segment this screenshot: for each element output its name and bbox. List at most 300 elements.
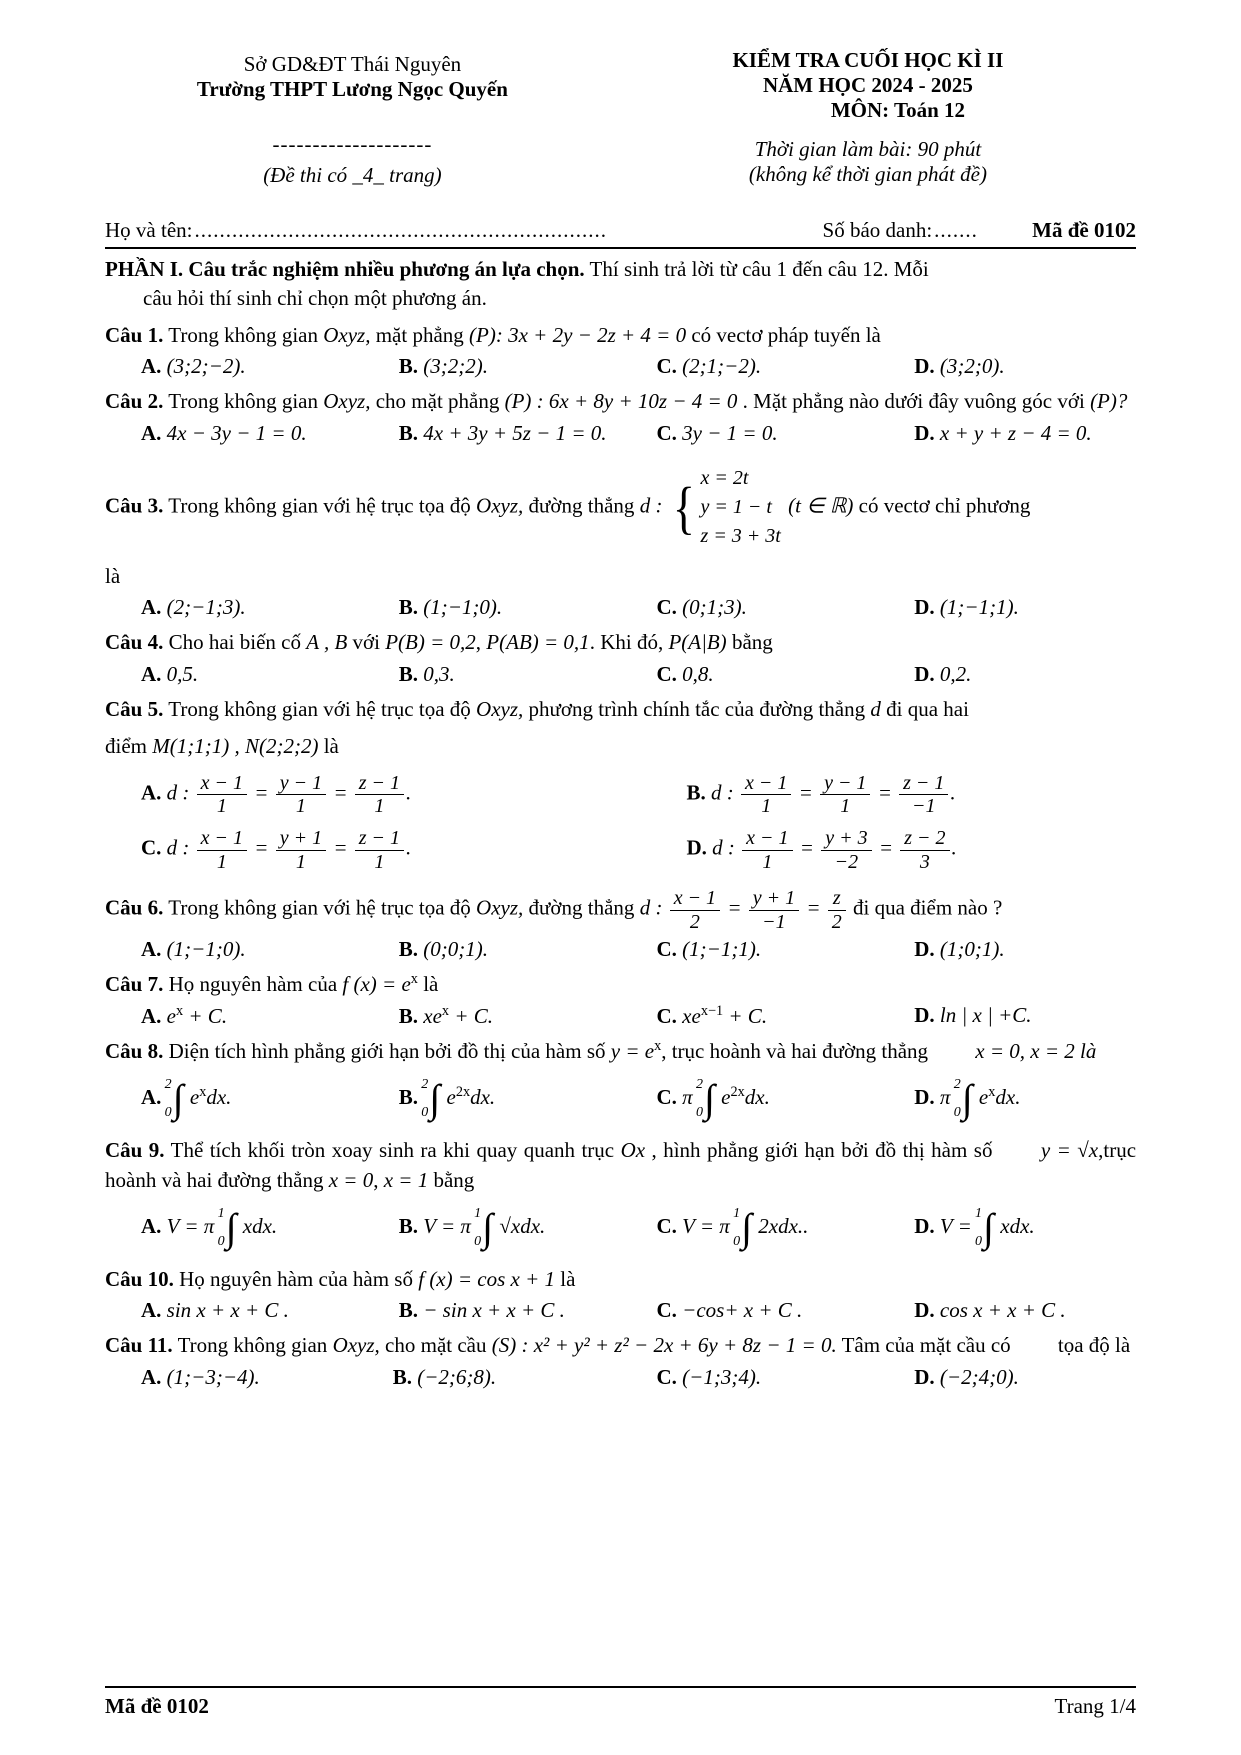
frac-num: x − 1 (200, 827, 244, 850)
option-row-item[interactable] (105, 354, 363, 379)
question-4-events: A , B (306, 630, 348, 655)
option-text: xe (682, 1004, 701, 1029)
option-text: 4x − 3y − 1 = 0. (166, 420, 307, 445)
header-divider-dashes: -------------------- (272, 132, 433, 156)
question-10-label: Câu 10. (105, 1266, 174, 1291)
option-prefix: V = π (423, 1213, 471, 1238)
option-row-item[interactable] (105, 1077, 363, 1121)
option-text: (1;−1;0). (423, 595, 503, 620)
option-text: (3;2;−2). (166, 354, 246, 379)
integrand-exponent: x (988, 1083, 996, 1100)
option-row-item[interactable] (878, 1365, 1136, 1390)
frac-den: 1 (741, 794, 791, 817)
integral-dx: dx. (206, 1084, 232, 1109)
question-8 (105, 1036, 1136, 1066)
option-text: (0;1;3). (682, 595, 747, 620)
name-dots: .................................................................. (194, 218, 607, 242)
option-letter: C. (656, 1084, 677, 1109)
integral-upper: 1 (975, 1205, 983, 1221)
question-3-stem-c: có vectơ chỉ phương (858, 493, 1031, 518)
option-text: cos x + x + C . (939, 1298, 1066, 1323)
part-1-text-2: câu hỏi thí sinh chỉ chọn một phương án. (143, 285, 487, 310)
option-text: (−2;6;8). (417, 1364, 497, 1389)
frac-num: x − 1 (746, 827, 789, 850)
option-letter: A. (141, 1364, 162, 1389)
option-row-item[interactable] (621, 421, 879, 446)
question-2-stem-b: cho mặt phẳng (375, 389, 500, 414)
option-row-item[interactable]: B. d : $\frac{x - 1}{1}$ = $\frac{y - 1}{1}$ = $\frac{z - 1}{-1}$ . (686, 771, 956, 817)
question-1-label: Câu 1. (105, 322, 164, 347)
question-11-coord: Oxyz, (332, 1333, 380, 1358)
integral-symbol: ∫ (429, 1075, 441, 1121)
question-7-options (105, 1003, 1136, 1029)
integral-symbol: ∫ (983, 1204, 995, 1250)
integrand: e (189, 1084, 200, 1109)
question-3-stem-b: đường thẳng (528, 493, 635, 518)
question-9-stem-b: , hình phẳng giới hạn bởi đồ thị hàm số (651, 1137, 993, 1162)
option-letter: C. (656, 354, 677, 379)
exam-code: Mã đề 0102 (1032, 218, 1136, 242)
frac-num: y + 3 (825, 827, 868, 850)
frac-num: z (832, 887, 841, 910)
option-row-item[interactable] (878, 421, 1136, 446)
option-letter: D. (914, 1213, 935, 1238)
option-row-item[interactable] (105, 1206, 363, 1250)
system-row-3: z = 3 + 3t (700, 524, 781, 547)
integrand: 2xdx.. (758, 1213, 809, 1238)
question-3-continued (105, 561, 1136, 591)
option-text: sin x + x + C . (166, 1298, 289, 1323)
integral (164, 1075, 184, 1121)
comma: , (373, 1168, 379, 1193)
integral-lower: 0 (474, 1233, 482, 1249)
page-footer (105, 1686, 1136, 1719)
option-row-item[interactable] (621, 354, 879, 379)
question-1-stem-a: Trong không gian (168, 322, 318, 347)
option-row-item[interactable] (878, 1077, 1136, 1121)
question-9-label: Câu 9. (105, 1137, 165, 1162)
candidate-info-line (105, 218, 1136, 249)
question-9-stem-c: ,trục hoành và hai đường thẳng (105, 1137, 1137, 1193)
option-text: 0,2. (939, 661, 972, 686)
option-text: (2;−1;3). (166, 595, 246, 620)
question-8-limits: x = 0, x = 2 là (975, 1039, 1097, 1064)
option-text: (3;2;2). (423, 354, 488, 379)
question-4-stem-c: . Khi đó, (589, 630, 664, 655)
question-6: Câu 6. Trong không gian với hệ trục tọa độ Oxyz, đường thẳng d : $\frac{x - 1}{2}$ = $\frac{y + 1}{-1}$ = $\frac{z}{2}$ đi qua điểm nào ? (105, 887, 1003, 933)
option-row-item[interactable] (363, 595, 621, 620)
option-letter: A. (141, 1084, 162, 1109)
option-row-item[interactable] (105, 1298, 363, 1323)
option-row-item[interactable]: C. d : $\frac{x - 1}{1}$ = $\frac{y + 1}{1}$ = $\frac{z - 1}{1}$ . (141, 827, 412, 873)
system-row-2: y = 1 − t (700, 495, 772, 518)
sbd-dots: ....... (934, 218, 978, 242)
question-1-stem-c: có vectơ pháp tuyến là (691, 322, 881, 347)
question-10-function: f (x) = cos x + 1 (418, 1266, 556, 1291)
option-letter: A. (141, 1004, 162, 1029)
question-9-stem-d: bằng (433, 1168, 475, 1193)
option-letter: D. (914, 354, 935, 379)
part-1-text: Thí sinh trả lời từ câu 1 đến câu 12. Mỗi (589, 257, 929, 281)
question-6-label: Câu 6. (105, 895, 164, 920)
question-11 (105, 1330, 1136, 1360)
question-9-options (105, 1206, 1136, 1250)
option-row-item[interactable] (878, 662, 1136, 687)
question-11-options (105, 1365, 1136, 1390)
option-row-item[interactable] (105, 421, 363, 446)
option-row-item[interactable] (105, 662, 363, 687)
integrand: e (446, 1084, 456, 1109)
integral-upper: 1 (733, 1205, 741, 1221)
option-row-item[interactable]: A. d : $\frac{x - 1}{1}$ = $\frac{y - 1}{1}$ = $\frac{z - 1}{1}$ . (141, 771, 412, 817)
integral (695, 1075, 715, 1121)
footer-page-number: Trang 1/4 (1054, 1694, 1136, 1718)
frac-num: y + 1 (752, 887, 796, 910)
frac-num: z − 1 (903, 771, 945, 794)
question-6-line-name: d : (639, 895, 663, 920)
question-7-exponent: x (410, 970, 418, 987)
option-letter: A. (141, 780, 162, 805)
question-11-stem-a: Trong không gian (177, 1333, 328, 1358)
option-text: − sin x + x + C . (423, 1298, 565, 1323)
integral-upper: 1 (474, 1205, 482, 1221)
department-name: Sở GD&ĐT Thái Nguyên (243, 52, 462, 76)
option-letter: B. (398, 1084, 419, 1109)
question-2 (105, 386, 1136, 416)
question-9-limit-2: x = 1 (383, 1168, 429, 1193)
integral (421, 1075, 441, 1121)
option-row-item[interactable] (878, 595, 1136, 620)
option-text: (1;−3;−4). (166, 1364, 260, 1389)
question-3-options (105, 595, 1136, 620)
option-letter: A. (141, 595, 162, 620)
question-2-options (105, 421, 1136, 446)
question-8-stem-a: Diện tích hình phẳng giới hạn bởi đồ thị của hàm số (168, 1039, 606, 1064)
option-letter: D. (914, 661, 935, 686)
frac-den: 1 (355, 850, 404, 873)
integral-dx: dx. (744, 1084, 770, 1109)
question-4-stem-b: với (352, 630, 380, 655)
option-letter: B. (398, 420, 419, 445)
option-text: 3y − 1 = 0. (682, 420, 778, 445)
option-letter: D. (914, 1364, 935, 1389)
option-text: (−2;4;0). (939, 1364, 1019, 1389)
integral-symbol: ∫ (961, 1075, 973, 1121)
integral (733, 1204, 753, 1250)
option-row-item[interactable] (363, 1298, 621, 1323)
question-6-options (105, 937, 1136, 962)
question-3-coord: Oxyz, (476, 493, 524, 518)
frac-num: z − 1 (358, 771, 401, 794)
question-7-stem-b: là (423, 971, 439, 996)
question-2-stem-d: góc với (1021, 389, 1085, 414)
option-text: −cos+ x + C . (682, 1298, 803, 1323)
part-1-title: PHẦN I. Câu trắc nghiệm nhiều phương án lựa chọn. (105, 257, 585, 281)
question-7-label: Câu 7. (105, 971, 164, 996)
question-8-exponent: x (654, 1038, 662, 1055)
question-11-stem-d: tọa độ là (1057, 1333, 1131, 1358)
question-11-stem-b: cho mặt cầu (385, 1333, 487, 1358)
frac-den: 1 (820, 794, 870, 817)
question-3-stem-a: Trong không gian với hệ trục tọa độ (168, 493, 471, 518)
question-7-stem-a: Họ nguyên hàm của (168, 971, 338, 996)
question-4 (105, 627, 1136, 657)
question-1 (105, 320, 1136, 350)
integral-lower: 0 (217, 1233, 225, 1249)
option-letter: D. (914, 1298, 935, 1323)
part-1-heading (105, 255, 1136, 313)
integrand: xdx. (242, 1213, 278, 1238)
option-row-item[interactable]: D. d : $\frac{x - 1}{1}$ = $\frac{y + 3}{-2}$ = $\frac{z - 2}{3}$ . (686, 827, 957, 873)
question-6-stem-b: đường thẳng (528, 895, 635, 920)
option-row-item[interactable] (363, 1206, 621, 1250)
frac-num: z − 2 (904, 827, 946, 850)
option-prefix: V = π (682, 1213, 730, 1238)
school-name: Trường THPT Lương Ngọc Quyến (196, 77, 508, 101)
option-letter: C. (656, 420, 677, 445)
integral-upper: 2 (953, 1076, 961, 1092)
option-row-item[interactable] (105, 937, 363, 962)
option-row-item[interactable] (105, 595, 363, 620)
option-letter: D. (914, 595, 935, 620)
question-5 (105, 694, 1136, 724)
question-5-stem-d: điểm (105, 734, 147, 759)
system-row-1: x = 2t (700, 466, 749, 489)
frac-num: x − 1 (673, 887, 717, 910)
frac-den: 2 (828, 910, 846, 933)
question-5-stem-b: phương trình chính tắc của đường thẳng (528, 696, 866, 721)
question-2-equation: (P) : 6x + 8y + 10z − 4 = 0 (504, 389, 738, 414)
header-left (105, 48, 600, 188)
frac-den: −1 (899, 794, 948, 817)
question-8-options (105, 1077, 1136, 1121)
question-5-options-row-1 (105, 772, 1136, 818)
option-text: 0,8. (682, 661, 714, 686)
question-2-label: Câu 2. (105, 389, 164, 414)
question-6-stem-a: Trong không gian với hệ trục tọa độ (168, 895, 471, 920)
option-prefix: d : (166, 780, 190, 805)
option-row-item[interactable] (621, 937, 879, 962)
question-7-function: f (x) = e (342, 971, 411, 996)
option-prefix: d : (711, 780, 734, 805)
integral-symbol: ∫ (703, 1075, 715, 1121)
question-2-stem-e: (P)? (1090, 389, 1128, 414)
integral (474, 1204, 494, 1250)
option-row-item[interactable] (621, 662, 879, 687)
option-letter: A. (141, 936, 162, 961)
option-exponent: x (176, 1003, 184, 1020)
option-letter: B. (398, 661, 419, 686)
option-prefix: d : (166, 836, 190, 861)
question-10-stem-b: là (560, 1266, 576, 1291)
question-5-coord: Oxyz, (476, 696, 524, 721)
pi-symbol: π (939, 1084, 951, 1109)
option-row-item[interactable] (621, 1003, 879, 1029)
option-letter: A. (141, 354, 162, 379)
question-5-stem-c: đi qua hai (886, 696, 969, 721)
question-3-label: Câu 3. (105, 493, 164, 518)
option-letter: C. (656, 1364, 677, 1389)
integral-lower: 0 (421, 1104, 429, 1120)
option-exponent: x (441, 1003, 450, 1020)
integral (975, 1204, 995, 1250)
brace-glyph: { (672, 474, 695, 540)
question-4-stem-a: Cho hai biến cố (168, 630, 301, 655)
option-text: 0,5. (166, 661, 199, 686)
frac-num: y − 1 (824, 771, 867, 794)
integral-lower: 0 (695, 1104, 703, 1120)
option-row-item[interactable] (363, 354, 621, 379)
frac-num: x − 1 (745, 771, 788, 794)
option-row-item[interactable] (363, 1365, 621, 1390)
option-row-item[interactable] (621, 1365, 879, 1390)
option-text: (3;2;0). (939, 354, 1005, 379)
question-5-stem-a: Trong không gian với hệ trục tọa độ (168, 696, 471, 721)
question-3-line-name: d : (639, 493, 663, 518)
integral-lower: 0 (953, 1104, 961, 1120)
option-text: xe (423, 1004, 442, 1029)
question-2-coord: Oxyz, (323, 389, 371, 414)
option-text: 4x + 3y + 5z − 1 = 0. (423, 420, 607, 445)
option-letter: C. (141, 836, 162, 861)
comma: , (475, 630, 482, 655)
option-tail: + C. (183, 1004, 228, 1029)
frac-num: y + 1 (279, 827, 323, 850)
option-letter: C. (656, 936, 677, 961)
question-4-options (105, 662, 1136, 687)
integral-upper: 2 (164, 1076, 172, 1092)
option-text: (1;−1;0). (166, 936, 246, 961)
option-row-item[interactable] (105, 1365, 363, 1390)
question-2-stem-c: . Mặt phẳng nào dưới đây vuông (742, 389, 1017, 414)
question-8-stem-c (933, 1039, 1096, 1063)
option-row-item[interactable] (878, 354, 1136, 379)
duration: Thời gian làm bài: 90 phút (754, 137, 982, 161)
frac-den: 1 (276, 794, 326, 817)
page-count-note: (Đề thi có _4_ trang) (263, 163, 442, 187)
question-5-points: M(1;1;1) , N(2;2;2) (152, 734, 319, 759)
option-letter: C. (656, 1004, 677, 1029)
question-8-function: y = e (610, 1039, 655, 1064)
integral-dx: dx. (470, 1084, 496, 1109)
frac-den: 1 (355, 794, 404, 817)
subject: MÔN: Toán 12 (830, 98, 966, 122)
option-letter: D. (914, 936, 935, 961)
footer-exam-code: Mã đề 0102 (105, 1694, 209, 1718)
question-5-stem-e: là (323, 734, 339, 759)
integral-upper: 2 (695, 1076, 703, 1092)
question-4-eq-1: P(B) = 0,2 (385, 630, 476, 655)
question-3-condition: (t ∈ ℝ) (788, 493, 854, 518)
option-row-item[interactable] (105, 1003, 363, 1029)
option-letter: B. (398, 1298, 419, 1323)
option-text: (0;0;1). (423, 936, 488, 961)
question-10-options (105, 1298, 1136, 1323)
option-row-item[interactable] (363, 421, 621, 446)
integral (217, 1204, 237, 1250)
question-4-eq-2: P(AB) = 0,1 (486, 630, 590, 655)
integrand: e (978, 1084, 989, 1109)
frac-den: 1 (742, 850, 792, 873)
option-exponent: x−1 (700, 1003, 724, 1020)
option-text: x + y + z − 4 = 0. (939, 420, 1092, 445)
duration-note: (không kể thời gian phát đề) (748, 162, 987, 186)
question-5-options-row-2 (105, 827, 1136, 873)
header-right (600, 48, 1136, 187)
question-3 (105, 464, 1136, 551)
integrand: xdx. (1000, 1213, 1035, 1238)
question-4-eq-3: P(A|B) (668, 630, 727, 655)
option-row-item[interactable] (621, 595, 879, 620)
frac-den: −1 (749, 910, 799, 933)
frac-den: 2 (670, 910, 720, 933)
option-row-item[interactable] (878, 1206, 1136, 1250)
question-11-label: Câu 11. (105, 1333, 173, 1358)
option-letter: C. (656, 1298, 677, 1323)
integral-lower: 0 (733, 1233, 741, 1249)
option-text: ln | x | +C. (939, 1003, 1032, 1028)
option-letter: C. (656, 661, 677, 686)
option-text: e (166, 1004, 176, 1029)
option-row-item[interactable] (363, 937, 621, 962)
question-5-continued (105, 731, 1136, 761)
question-9-limit-1: x = 0 (328, 1168, 374, 1193)
option-letter: B. (686, 780, 706, 805)
option-letter: D. (914, 1003, 935, 1028)
question-8-label: Câu 8. (105, 1039, 164, 1064)
option-prefix: V = π (166, 1213, 215, 1238)
question-6-coord: Oxyz, (476, 895, 524, 920)
frac-den: 3 (900, 850, 949, 873)
sbd-label: Số báo danh: (822, 218, 933, 242)
question-9-function: y = √x (1040, 1137, 1099, 1162)
option-row-item[interactable] (621, 1206, 879, 1250)
option-letter: B. (398, 1004, 419, 1029)
option-letter: B. (398, 595, 419, 620)
question-2-stem-a: Trong không gian (168, 389, 318, 414)
option-letter: C. (656, 595, 677, 620)
question-5-line-name: d (870, 696, 881, 721)
integral-symbol: ∫ (482, 1204, 494, 1250)
integrand-exponent: 2x (455, 1083, 471, 1100)
integral-lower: 0 (975, 1233, 983, 1249)
option-row-item[interactable] (878, 937, 1136, 962)
option-row-item[interactable] (363, 662, 621, 687)
option-row-item[interactable] (878, 1003, 1136, 1029)
option-text: (1;−1;1). (682, 936, 762, 961)
option-letter: B. (398, 1213, 419, 1238)
option-row-item[interactable] (363, 1003, 621, 1029)
option-letter: B. (398, 936, 419, 961)
school-year: NĂM HỌC 2024 - 2025 (762, 73, 973, 97)
integral-dx: dx. (995, 1084, 1021, 1109)
option-row-item[interactable] (878, 1298, 1136, 1323)
question-11-stem-c: Tâm của mặt cầu có (841, 1333, 1011, 1358)
option-text: (1;0;1). (939, 936, 1005, 961)
option-text: (1;−1;1). (939, 595, 1019, 620)
option-tail: + C. (449, 1004, 493, 1029)
option-row-item[interactable] (621, 1077, 879, 1121)
option-letter: B. (398, 354, 419, 379)
question-9 (105, 1135, 1136, 1196)
option-letter: A. (141, 1213, 162, 1238)
option-row-item[interactable] (621, 1298, 879, 1323)
name-label: Họ và tên: (105, 218, 193, 242)
frac-num: x − 1 (200, 771, 244, 794)
option-text: (2;1;−2). (682, 354, 762, 379)
frac-den: −2 (821, 850, 871, 873)
option-row-item[interactable] (363, 1077, 621, 1121)
